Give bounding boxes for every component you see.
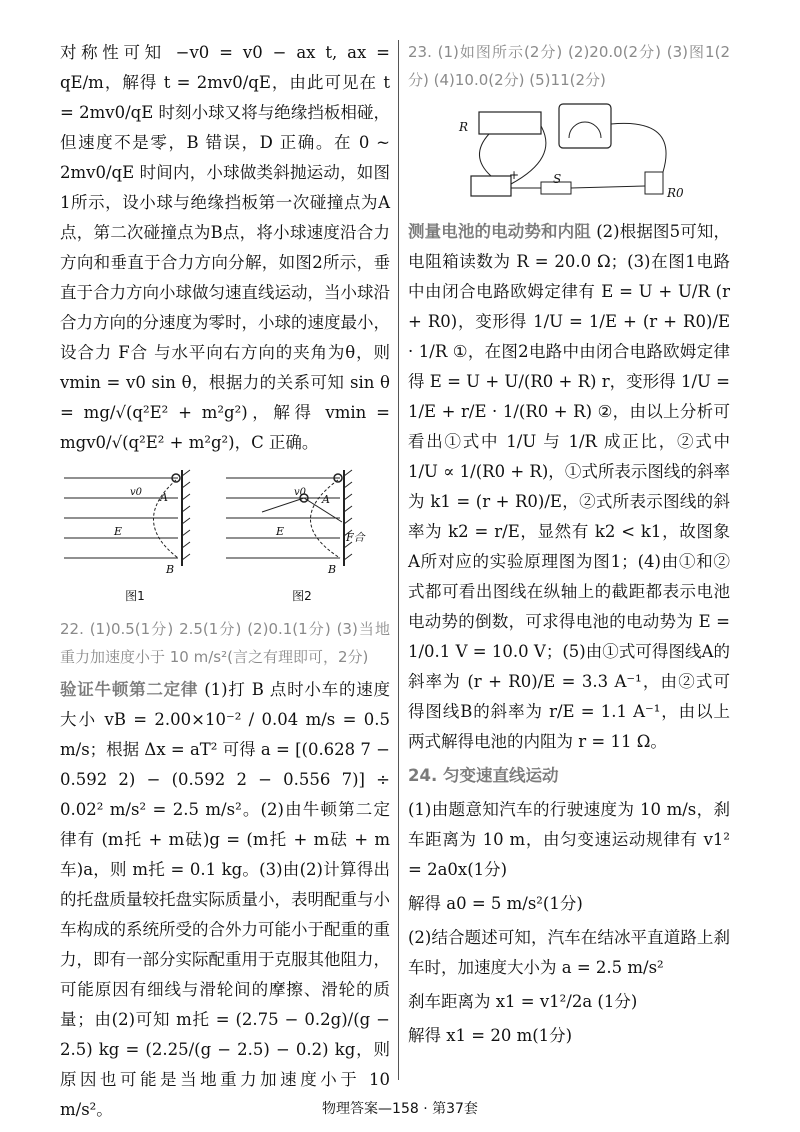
circuit-r-label: R [459,120,469,134]
q21-explanation: 对称性可知 −v0 = v0 − ax t, ax = qE/m，解得 t = 2mv0/qE，由此可见在 t = 2mv0/qE 时刻小球又将与绝缘挡板相碰，但速度不是零，B 错误，D 正确。在 0 ~ 2mv0/qE 时间内，小球做类斜抛运动，如图1所示，设小球与绝缘挡板第一次碰撞点为A点，第二次碰撞点为B点，将小球速度沿合力方向和垂直于合力方向分解，如图2所示，垂直于合力方向小球做匀速直线运动，当小球沿合力方向的分速度为零时，小球的速度最小，设合力 F合 与水平向右方向的夹角为θ，则 vmin = v0 sin θ，根据力的关系可知 sin θ = mg/√(q²E² + m²g²)，解得 vmin = mgv0/√(q²E² + m²g²)，C 正确。 [60,43,390,452]
fig2-a-label: A [322,493,330,506]
q22-topic-heading: 验证牛顿第二定律 [60,680,199,699]
fig2-e-label: E [276,525,285,538]
fig2-b-label: B [328,563,337,576]
q22-body: (1)打 B 点时小车的速度大小 vB = 2.00×10⁻² / 0.04 m/s = 0.5 m/s；根据 Δx = aT² 可得 a = [(0.628 7 − 0.592 2) − (0.592 2 − 0.556 7)] ÷ 0.02² m/s² = 2.5 m/s²。(2)由牛顿第二定律有 (m托 + m砝)g = (m托 + m砝 + m车)a，则 m托 = 0.1 kg。(3)由(2)计算得出的托盘质量较托盘实际质量小，表明配重与小车构成的系统所受的合外力可能小于配重的重力，即有一部分实际配重用于克服其他阻力，可能原因有细线与滑轮间的摩擦、滑轮的质量；由(2)可知 m托 = (2.75 − 0.2g)/(g − 2.5) kg = (2.25/(g − 2.5) − 0.2) kg，则原因也可能是当地重力加速度小于 10 m/s²。 [60,680,391,1119]
circuit-r0-label: R0 [667,186,684,200]
figure-2-caption: 图2 [292,589,312,603]
q22-explanation [60,675,390,1125]
fig1-b-label: B [166,563,175,576]
q24-heading: 24. 匀变速直线运动 [408,766,559,785]
q24-part1: (1)由题意知汽车的行驶速度为 10 m/s，刹车距离为 10 m，由匀变速运动规律有 v1² = 2a0x(1分) [408,800,730,879]
right-column [408,38,730,1055]
q23-answer-key: 23. (1)如图所示(2分) (2)20.0(2分) (3)图1(2分) (4)10.0(2分) (5)11(2分) [408,43,730,89]
q23-body: (2)根据图5可知，电阻箱读数为 R = 20.0 Ω；(3)在图1电路中由闭合电路欧姆定律有 E = U + U/R (r + R0)，变形得 1/U = 1/E + (r + R0)/E · 1/R ①，在图2电路中由闭合电路欧姆定律得 E = U + U/(R0 + R) r，变形得 1/U = 1/E + r/E · 1/(R0 + R) ②，由以上分析可看出①式中 1/U 与 1/R 成正比，②式中 1/U ∝ 1/(R0 + R)，①式所表示图线的斜率为 k1 = (r + R0)/E，②式所表示图线的斜率为 k2 = r/E，显然有 k2 < k1，故图象A所对应的实验原理图为图1；(4)由①和②式都可看出图线在纵轴上的截距都表示电池电动势的倒数，可求得电池的电动势为 E = 1/0.1 V = 10.0 V；(5)由①式可得图线A的斜率为 (r + R0)/E = 3.3 A⁻¹，由②式可得图线B的斜率为 r/E = 1.1 A⁻¹，由以上两式解得电池的内阻为 r = 11 Ω。 [408,222,730,751]
q22-answer-key: 22. (1)0.5(1分) 2.5(1分) (2)0.1(1分) (3)当地重力加速度小于 10 m/s²(言之有理即可，2分) [60,620,390,666]
q23-explanation [408,217,730,757]
circuit-figure [449,98,689,213]
q24-part1-result: 解得 a0 = 5 m/s²(1分) [408,894,583,913]
fig1-a-label: A [160,491,168,504]
fig2-v0-label: v0 [294,487,307,498]
column-divider [398,40,399,1080]
circuit-s-label: S [553,172,562,186]
fig2-f-label: F合 [346,531,365,544]
circuit-diagram [449,98,689,213]
fig1-e-label: E [114,525,123,538]
fig1-v0-label: v0 [130,487,143,498]
figure-2 [222,466,382,611]
q23-topic-heading: 测量电池的电动势和内阻 [408,222,591,241]
q24-part2: (2)结合题述可知，汽车在结冰平直道路上刹车时，加速度大小为 a = 2.5 m/s² [408,928,730,977]
q24-part2-result: 解得 x1 = 20 m(1分) [408,1026,573,1045]
left-column [60,38,390,1129]
q24-braking-distance: 刹车距离为 x1 = v1²/2a (1分) [408,992,638,1011]
figure-1 [60,466,210,611]
figure-row [60,466,390,611]
circuit-plus-label: + [509,168,520,182]
page-footer: 物理答案—158 · 第37套 [322,1101,478,1117]
figure-1-caption: 图1 [125,589,145,603]
